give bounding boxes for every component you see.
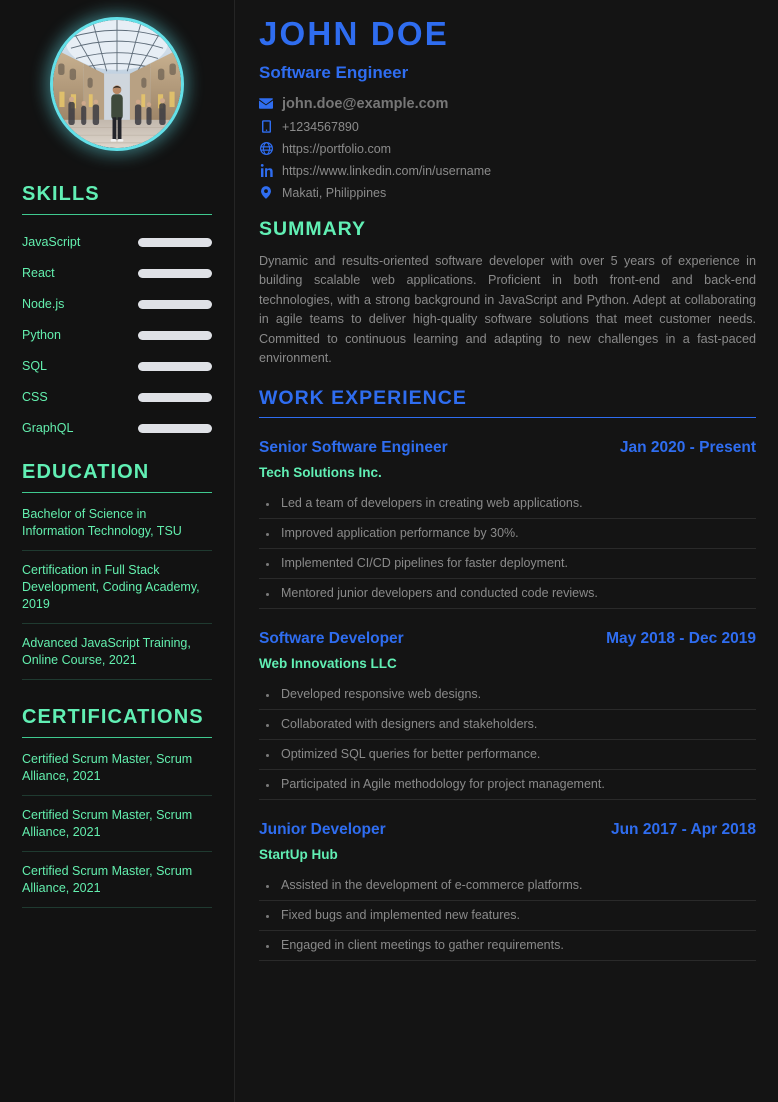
certification-item: Certified Scrum Master, Scrum Alliance, 2021 [22, 796, 212, 852]
job-company: Tech Solutions Inc. [259, 464, 382, 480]
job-company: Web Innovations LLC [259, 655, 397, 671]
candidate-role: Software Engineer [259, 62, 409, 82]
contact-location-text: Makati, Philippines [282, 185, 387, 200]
profile-photo [50, 17, 184, 151]
skill-row [22, 266, 212, 280]
job-bullet: Implemented CI/CD pipelines for faster deployment. [259, 549, 756, 579]
job-header [259, 630, 756, 648]
job-entry [259, 630, 756, 800]
skill-name: SQL [22, 359, 48, 373]
skill-row [22, 297, 212, 311]
skill-row [22, 359, 212, 373]
skill-progress-bar [138, 424, 212, 433]
skill-name: React [22, 266, 55, 280]
education-heading: EDUCATION [22, 461, 150, 483]
skill-progress-bar [138, 393, 212, 402]
summary-text: Dynamic and results-oriented software developer with over 5 years of experience in building scalable web applications. Proficient in both front-end and back-end technologies, with a strong background in JavaScript and Python. Adept at collaborating in agile teams to deliver high-quality software solutions that meet customer needs. Committed to continuous learning and adapting to new challenges in a fast-paced environment. [259, 253, 756, 366]
job-date: May 2018 - Dec 2019 [606, 629, 756, 647]
profile-photo-image [53, 20, 181, 148]
job-bullet: Led a team of developers in creating web applications. [259, 489, 756, 519]
job-title: Senior Software Engineer [259, 438, 448, 456]
phone-icon [259, 120, 273, 133]
certification-item: Certified Scrum Master, Scrum Alliance, 2021 [22, 738, 212, 796]
education-item: Certification in Full Stack Development, Coding Academy, 2019 [22, 551, 212, 624]
job-bullet: Engaged in client meetings to gather requirements. [259, 931, 756, 961]
job-list [259, 439, 756, 961]
job-title: Software Developer [259, 629, 404, 647]
contact-email[interactable] [259, 96, 756, 112]
job-bullet: Collaborated with designers and stakeholders. [259, 710, 756, 740]
skills-heading-rule [22, 214, 212, 215]
contact-website-text: https://portfolio.com [282, 141, 392, 156]
skill-row [22, 328, 212, 342]
job-date: Jan 2020 - Present [619, 438, 756, 456]
skill-row [22, 235, 212, 249]
education-item: Advanced JavaScript Training, Online Course, 2021 [22, 624, 212, 680]
certification-item: Certified Scrum Master, Scrum Alliance, 2021 [22, 852, 212, 908]
job-bullet: Improved application performance by 30%. [259, 519, 756, 549]
skill-row [22, 390, 212, 404]
profile-photo-ring [50, 17, 184, 151]
job-bullets [259, 871, 756, 961]
job-date: Jun 2017 - Apr 2018 [610, 820, 756, 838]
skill-name: GraphQL [22, 421, 74, 435]
contact-website[interactable] [259, 142, 756, 156]
skill-row [22, 421, 212, 435]
job-bullet: Participated in Agile methodology for project management. [259, 770, 756, 800]
job-bullet: Developed responsive web designs. [259, 680, 756, 710]
job-header [259, 821, 756, 839]
skill-progress-bar [138, 331, 212, 340]
work-experience-heading-rule [259, 417, 756, 418]
summary-heading: SUMMARY [259, 217, 367, 240]
main-content [235, 0, 778, 1102]
job-title: Junior Developer [259, 820, 386, 838]
contact-email-text: john.doe@example.com [282, 95, 449, 112]
location-pin-icon [259, 186, 273, 199]
skill-name: CSS [22, 390, 48, 404]
skill-name: JavaScript [22, 235, 81, 249]
contact-linkedin-text: https://www.linkedin.com/in/username [282, 163, 492, 178]
job-bullet: Fixed bugs and implemented new features. [259, 901, 756, 931]
education-item: Bachelor of Science in Information Technology, TSU [22, 493, 212, 551]
sidebar [0, 0, 235, 1102]
skill-name: Node.js [22, 297, 65, 311]
job-bullet: Assisted in the development of e-commerce platforms. [259, 871, 756, 901]
work-experience-heading: WORK EXPERIENCE [259, 386, 467, 409]
linkedin-icon [259, 164, 273, 177]
contact-phone-text: +1234567890 [282, 119, 359, 134]
skills-heading: SKILLS [22, 183, 100, 205]
envelope-icon [259, 98, 273, 109]
education-list [22, 493, 212, 680]
job-bullets [259, 680, 756, 800]
skill-progress-bar [138, 238, 212, 247]
skill-progress-bar [138, 362, 212, 371]
contact-list [259, 96, 756, 200]
job-entry [259, 439, 756, 609]
contact-linkedin[interactable] [259, 164, 756, 178]
certifications-heading: CERTIFICATIONS [22, 706, 204, 728]
job-company: StartUp Hub [259, 846, 338, 862]
skill-progress-bar [138, 269, 212, 278]
job-bullets [259, 489, 756, 609]
candidate-name: JOHN DOE [259, 15, 449, 52]
job-bullet: Optimized SQL queries for better performance. [259, 740, 756, 770]
job-entry [259, 821, 756, 961]
contact-phone[interactable] [259, 120, 756, 134]
job-bullet: Mentored junior developers and conducted code reviews. [259, 579, 756, 609]
skill-progress-bar [138, 300, 212, 309]
skill-name: Python [22, 328, 61, 342]
globe-icon [259, 142, 273, 155]
certifications-list [22, 738, 212, 908]
contact-location[interactable] [259, 186, 756, 200]
skills-list [22, 235, 212, 435]
job-header [259, 439, 756, 457]
